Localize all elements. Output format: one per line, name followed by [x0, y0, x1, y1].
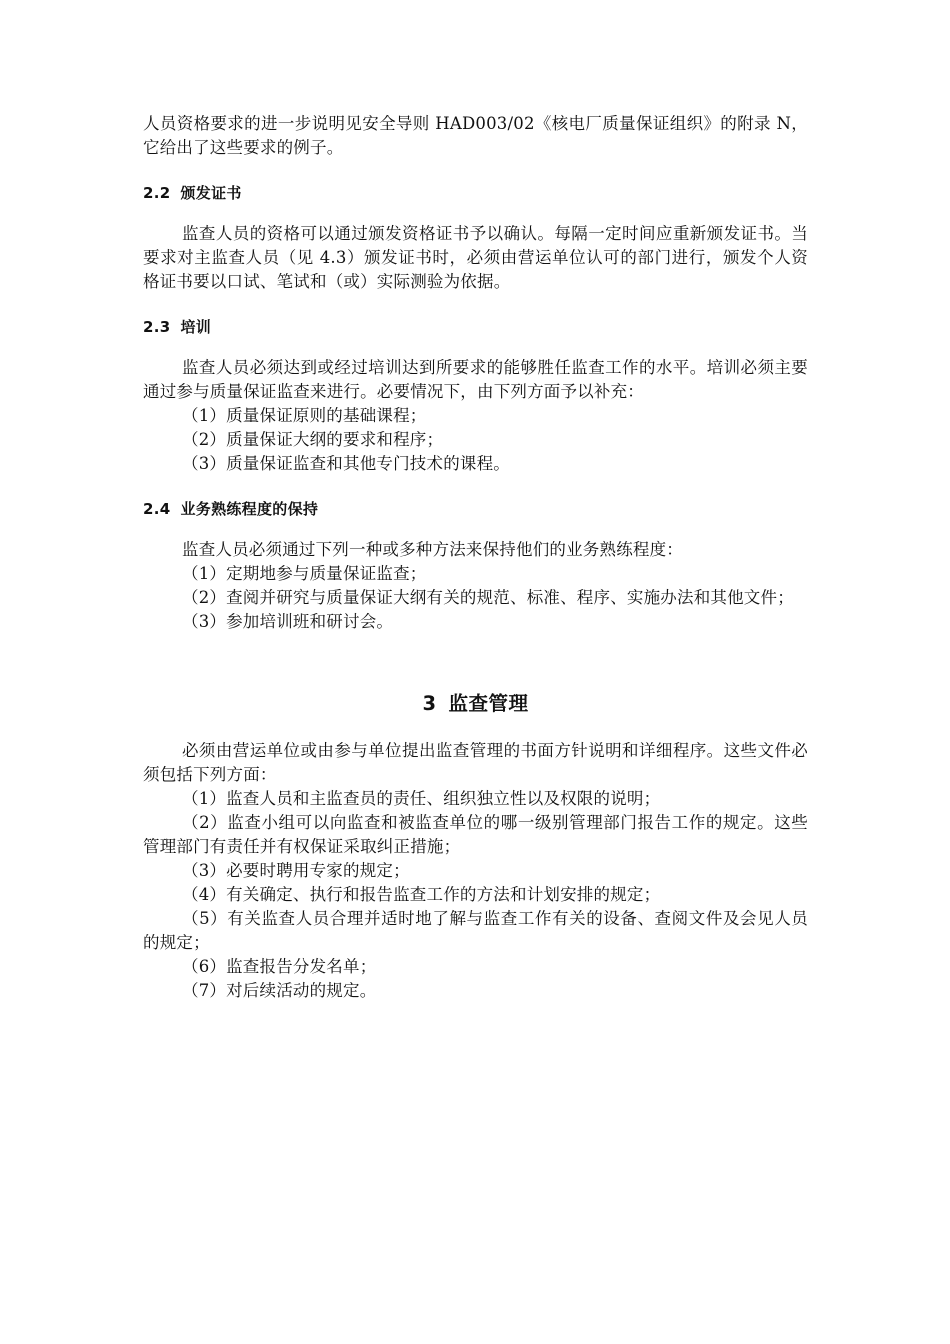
list-item: （2）查阅并研究与质量保证大纲有关的规范、标准、程序、实施办法和其他文件； — [182, 588, 794, 607]
section-title: 业务熟练程度的保持 — [180, 500, 319, 518]
list-item: （4）有关确定、执行和报告监查工作的方法和计划安排的规定； — [182, 885, 661, 904]
section-title: 颁发证书 — [180, 184, 242, 202]
list-item: （2）质量保证大纲的要求和程序； — [182, 430, 444, 449]
list-item: （1）定期地参与质量保证监查； — [182, 564, 427, 583]
list-item: （1）监查人员和主监查员的责任、组织独立性以及权限的说明； — [182, 789, 661, 808]
section-number: 2.2 — [143, 184, 171, 202]
list-item: （3）质量保证监查和其他专门技术的课程。 — [182, 454, 510, 473]
intro-paragraph: 人员资格要求的进一步说明见安全导则 HAD003/02《核电厂质量保证组织》的附录 N，它给出了这些要求的例子。 — [143, 114, 808, 157]
list-item: （5）有关监查人员合理并适时地了解与监查工作有关的设备、查阅文件及会见人员的规定； — [143, 909, 808, 952]
list-item: （3）参加培训班和研讨会。 — [182, 612, 394, 631]
section-number: 2.4 — [143, 500, 171, 518]
section-3-heading — [143, 691, 808, 717]
section-2-2-heading — [143, 183, 808, 203]
section-title: 监查管理 — [448, 692, 529, 715]
paragraph: 必须由营运单位或由参与单位提出监查管理的书面方针说明和详细程序。这些文件必须包括下列方面： — [143, 741, 808, 784]
list-item: （6）监查报告分发名单； — [182, 957, 377, 976]
list-item: （7）对后续活动的规定。 — [182, 981, 377, 1000]
section-number: 3 — [422, 692, 437, 715]
section-2-3-heading — [143, 317, 808, 337]
paragraph: 监查人员必须通过下列一种或多种方法来保持他们的业务熟练程度： — [182, 540, 683, 559]
document-body — [143, 112, 808, 1003]
section-title: 培训 — [180, 318, 212, 336]
section-2-4-heading — [143, 499, 808, 519]
section-number: 2.3 — [143, 318, 171, 336]
list-item: （2）监查小组可以向监查和被监查单位的哪一级别管理部门报告工作的规定。这些管理部门有责任并有权保证采取纠正措施； — [143, 813, 808, 856]
list-item: （1）质量保证原则的基础课程； — [182, 406, 427, 425]
paragraph: 监查人员的资格可以通过颁发资格证书予以确认。每隔一定时间应重新颁发证书。当要求对主监查人员（见 4.3）颁发证书时，必须由营运单位认可的部门进行，颁发个人资格证书要以口试、笔试和（或）实际测验为依据。 — [143, 224, 808, 291]
paragraph: 监查人员必须达到或经过培训达到所要求的能够胜任监查工作的水平。培训必须主要通过参与质量保证监查来进行。必要情况下，由下列方面予以补充： — [143, 358, 808, 401]
list-item: （3）必要时聘用专家的规定； — [182, 861, 410, 880]
